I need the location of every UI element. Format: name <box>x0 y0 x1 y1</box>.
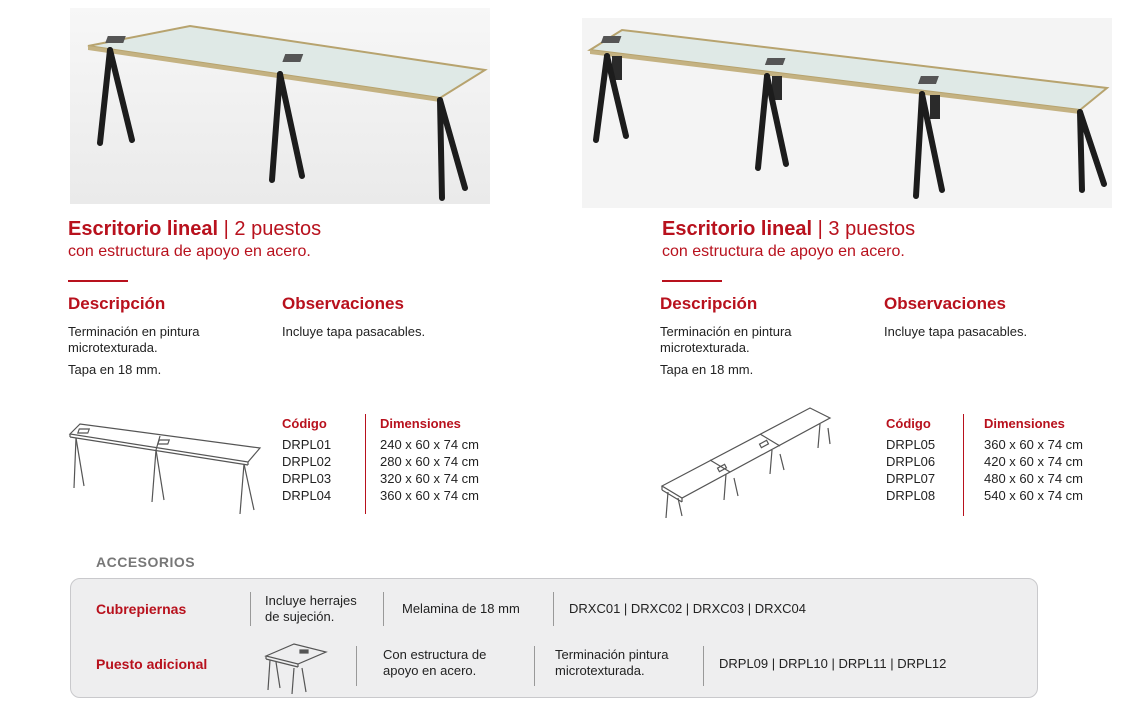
table-cell-code: DRPL04 <box>282 488 332 503</box>
table-cell-dims: 420 x 60 x 74 cm <box>984 454 1083 469</box>
code-header: Código <box>282 416 327 431</box>
observations-text: Incluye tapa pasacables. <box>282 324 426 339</box>
dims-column <box>380 436 479 504</box>
cubrepiernas-codes: DRXC01 | DRXC02 | DRXC03 | DRXC04 <box>569 601 806 616</box>
table-cell-dims: 480 x 60 x 74 cm <box>984 471 1083 486</box>
table-cell-dims: 540 x 60 x 74 cm <box>984 488 1083 503</box>
title-seats: 3 puestos <box>828 218 916 240</box>
description-heading: Descripción <box>660 294 758 313</box>
description-line: Terminación en pintura <box>68 324 200 339</box>
product-subtitle-3-seats: con estructura de apoyo en acero. <box>662 243 905 260</box>
table-cell-dims: 360 x 60 x 74 cm <box>984 437 1083 452</box>
puesto-estructura <box>383 647 486 679</box>
puesto-codes: DRPL09 | DRPL10 | DRPL11 | DRPL12 <box>719 656 947 671</box>
title-rule <box>662 280 722 282</box>
terminacion-line: Terminación pintura <box>555 647 669 662</box>
observations-heading: Observaciones <box>884 294 1006 313</box>
product-subtitle-2-seats: con estructura de apoyo en acero. <box>68 243 311 260</box>
additional-seat-drawing <box>264 634 330 696</box>
description-line: Tapa en 18 mm. <box>68 362 162 377</box>
accessories-heading: ACCESORIOS <box>96 554 196 570</box>
row-divider <box>250 592 251 626</box>
title-rule <box>68 280 128 282</box>
herrajes-line: Incluye herrajes <box>265 593 357 608</box>
title-bold: Escritorio lineal <box>68 218 219 240</box>
title-bold: Escritorio lineal <box>662 218 813 240</box>
estructura-line: Con estructura de <box>383 647 487 662</box>
table-cell-dims: 360 x 60 x 74 cm <box>380 488 479 503</box>
dims-column <box>984 436 1083 504</box>
estructura-line: apoyo en acero. <box>383 663 477 678</box>
table-divider <box>365 414 366 514</box>
table-cell-dims: 240 x 60 x 74 cm <box>380 437 479 452</box>
codes-column <box>282 436 331 504</box>
herrajes-line: de sujeción. <box>265 609 335 624</box>
codes-column <box>886 436 935 504</box>
description-line: microtexturada. <box>660 340 750 355</box>
title-separator: | <box>223 218 229 240</box>
desk-3-seats-render <box>582 18 1112 208</box>
observations-heading: Observaciones <box>282 294 404 313</box>
title-separator: | <box>817 218 823 240</box>
row-divider <box>534 646 535 686</box>
cubrepiernas-herrajes <box>265 593 357 625</box>
table-cell-code: DRPL02 <box>282 454 332 469</box>
table-cell-code: DRPL05 <box>886 437 936 452</box>
cubrepiernas-material: Melamina de 18 mm <box>402 601 520 616</box>
row-divider <box>383 592 384 626</box>
table-cell-code: DRPL01 <box>282 437 332 452</box>
dimensions-header: Dimensiones <box>984 416 1065 431</box>
description-line: Tapa en 18 mm. <box>660 362 754 377</box>
puesto-adicional-label: Puesto adicional <box>96 656 208 672</box>
title-seats: 2 puestos <box>234 218 322 240</box>
table-divider <box>963 414 964 516</box>
row-divider <box>356 646 357 686</box>
description-line: Terminación en pintura <box>660 324 792 339</box>
table-cell-code: DRPL06 <box>886 454 936 469</box>
terminacion-line: microtexturada. <box>555 663 645 678</box>
description-heading: Descripción <box>68 294 166 313</box>
product-title-2-seats <box>68 218 321 240</box>
observations-text: Incluye tapa pasacables. <box>884 324 1028 339</box>
accessories-panel <box>70 578 1038 698</box>
table-cell-code: DRPL07 <box>886 471 936 486</box>
description-text <box>68 324 200 378</box>
dimensions-header: Dimensiones <box>380 416 461 431</box>
puesto-terminacion <box>555 647 668 679</box>
desk-2-seats-line-drawing <box>68 416 268 516</box>
description-text <box>660 324 792 378</box>
table-cell-code: DRPL03 <box>282 471 332 486</box>
description-line: microtexturada. <box>68 340 158 355</box>
row-divider <box>703 646 704 686</box>
row-divider <box>553 592 554 626</box>
table-cell-dims: 320 x 60 x 74 cm <box>380 471 479 486</box>
product-title-3-seats <box>662 218 915 240</box>
code-header: Código <box>886 416 931 431</box>
cubrepiernas-label: Cubrepiernas <box>96 601 187 617</box>
desk-2-seats-render <box>70 8 490 204</box>
table-cell-code: DRPL08 <box>886 488 936 503</box>
desk-3-seats-line-drawing <box>660 404 836 524</box>
table-cell-dims: 280 x 60 x 74 cm <box>380 454 479 469</box>
